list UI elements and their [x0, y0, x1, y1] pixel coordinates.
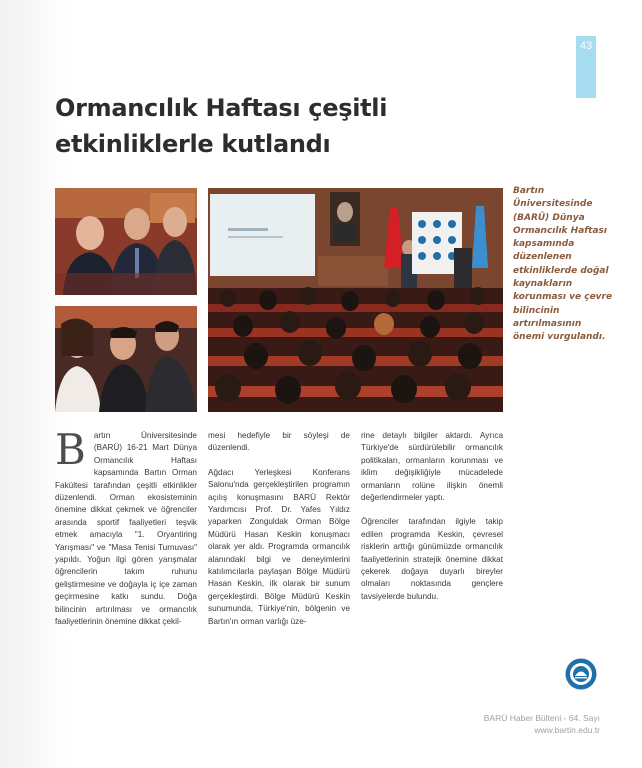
footer-publication: BARÜ Haber Bülteni - 64. Sayı: [483, 713, 600, 723]
paragraph-text: artın Üniversitesinde (BARÜ) 16-21 Mart Dünya Ormancılık Haftası kapsamında Bartın Orman Fakültesi tarafından çeşitli etkinlikler düzenlendi. Orman ekosisteminin önemine dikkat çekmek ve öğrenciler arasında sportif faaliyetleri teşvik etmek amacıyla "1. Oryantiring Yarışması" ve "Masa Tenisi Turnuvası" yapıldı. Yoğun ilgi gören yarışmalar öğrencilerin takım ruhunu geliştirmesine ve doğayla iç içe zaman geçirmesine katkı sundu. Doğa bilincinin artırılması ve ormancılık faaliyetlerinin önemine dikkat çekil-: [55, 431, 197, 627]
footer-website-link[interactable]: www.bartin.edu.tr: [534, 725, 600, 735]
article-paragraph: rine detaylı bilgiler aktardı. Ayrıca Türkiye'de sürdürülebilir ormancılık politikaları, ormanların korunması ve iklim değişikliğiyle mücadelede ormanların rolüne ilişkin önemli değerlendirmeler yaptı.: [361, 431, 503, 503]
article-paragraph: Öğrenciler tarafından ilgiyle takip edilen programda Keskin, çevresel risklerin arttığı günümüzde ormancılık faaliyetlerinin stratejik önemine dikkat çekerek doğaya duyarlı bireyler olmaları noktasında gençlere tavsiyelerde bulundu.: [361, 517, 503, 601]
article-column-2: [208, 430, 350, 640]
article-paragraph: [55, 425, 197, 629]
university-logo: [565, 658, 597, 690]
photo-students-audience: [55, 306, 197, 412]
article-paragraph: Ağdacı Yerleşkesi Konferans Salonu'nda gerçekleştirilen programın açılış konuşmasını BARÜ Rektör Yardımcısı Prof. Dr. Yafes Yıldız yaparken Zonguldak Orman Bölge Müdürü Hasan Keskin konuşmacı olarak yer aldı. Programda ormancılık alanındaki bilgi ve deneyimlerini katılımcılarla paylaşan Bölge Müdürü Hasan Keskin, ilk olarak bir sunum gerçekleştirdi. Bölge Müdürü Keskin sunumunda, Türkiye'nin, bölgenin ve Bartın'ın orman varlığı üze-: [208, 467, 350, 626]
article-paragraph: mesi hedefiyle bir söyleşi de düzenlendi.: [208, 431, 350, 453]
photo-officials-front-row: [55, 188, 197, 295]
photo-caption: Bartın Üniversitesinde (BARÜ) Dünya Ormancılık Haftası kapsamında düzenlenen etkinliklerde doğal kaynakların korunması ve çevre bilincinin artırılmasının önemi vurgulandı.: [513, 186, 613, 343]
article-column-3: [361, 430, 503, 615]
page-footer: [484, 712, 600, 736]
drop-cap: B: [55, 425, 86, 474]
page-number: 43: [579, 40, 593, 52]
article-column-1: [55, 425, 197, 641]
article-title: Ormancılık Haftası çeşitli etkinliklerle kutlandı: [55, 94, 388, 158]
photo-conference-hall: [208, 188, 503, 412]
